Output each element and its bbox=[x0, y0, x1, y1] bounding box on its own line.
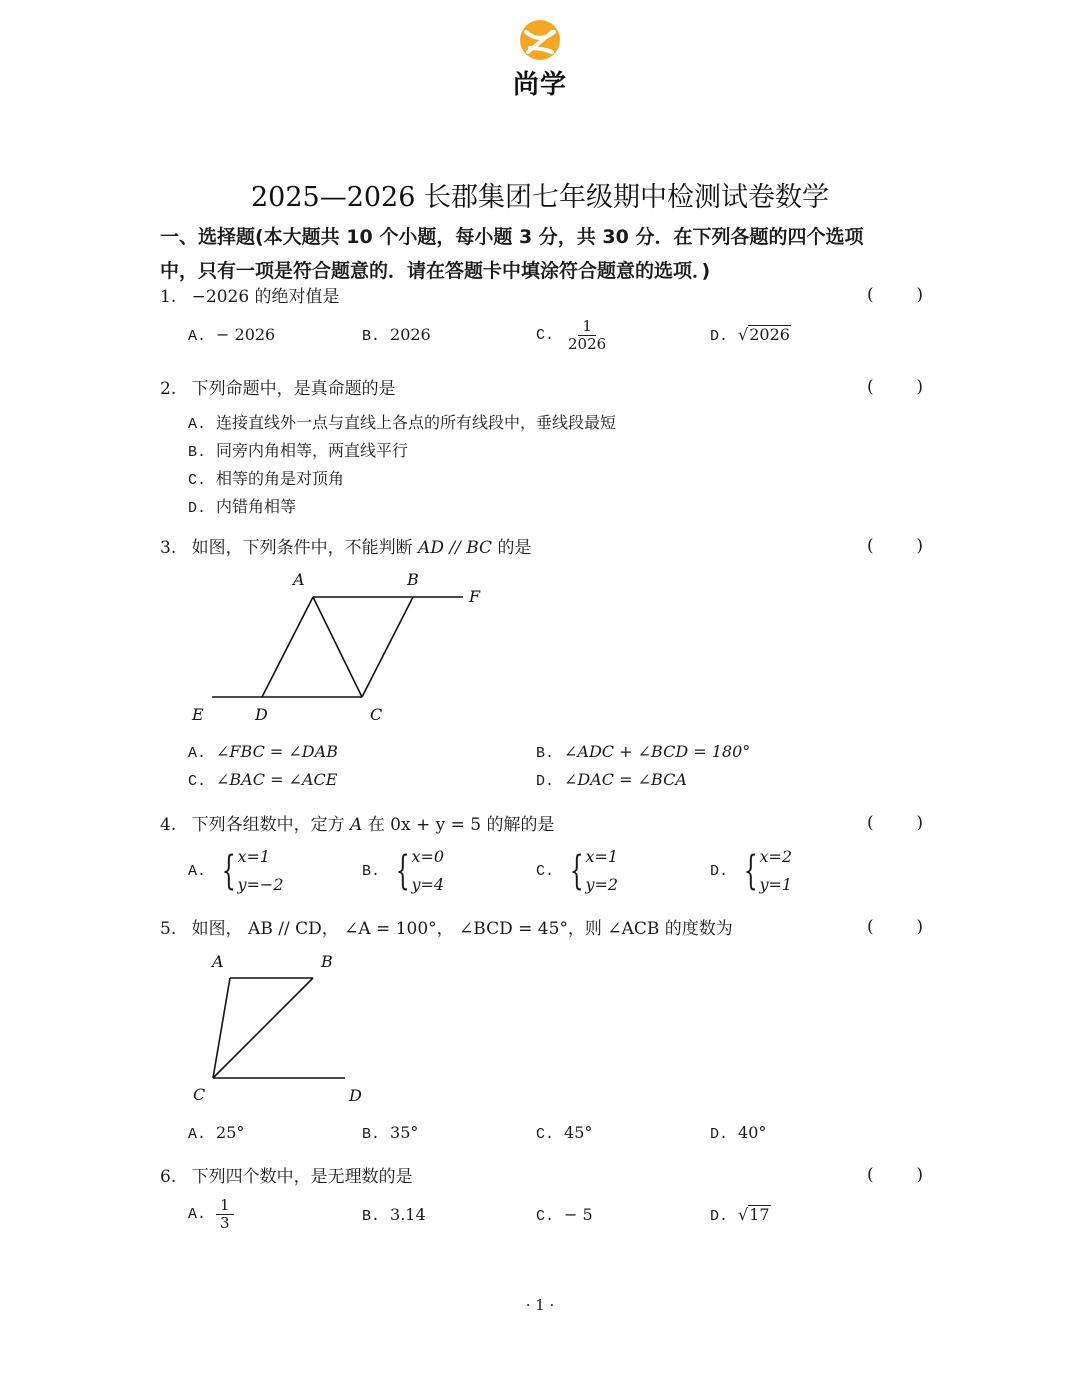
equation-system: { x=1 y=−2 bbox=[221, 847, 284, 894]
point-label-c: C bbox=[193, 1085, 206, 1104]
question-2 bbox=[160, 377, 396, 401]
question-3: 3. 如图，下列条件中，不能判断 AD // BC 的是 bbox=[160, 538, 532, 558]
option-d: D. 40° bbox=[710, 1123, 767, 1143]
equation-system: { x=1 y=2 bbox=[569, 847, 619, 894]
question-6 bbox=[160, 1165, 413, 1189]
option-b: B. 2026 bbox=[362, 325, 431, 345]
option-a: A. 25° bbox=[188, 1123, 245, 1143]
option-d: D. { x=2 y=1 bbox=[710, 843, 792, 899]
section-heading-line1: 一、选择题(本大题共 10 个小题，每小题 3 分，共 30 分．在下列各题的四个选项 bbox=[160, 226, 864, 248]
option-d: D. √ 17 bbox=[710, 1205, 770, 1225]
point-label-a: A bbox=[293, 570, 305, 589]
question-number: 5. bbox=[160, 919, 177, 939]
option-c: C. 45° bbox=[536, 1123, 593, 1143]
point-label-f: F bbox=[469, 587, 481, 606]
option-d: D. 内错角相等 bbox=[188, 497, 297, 517]
point-label-a: A bbox=[212, 952, 224, 971]
answer-bracket: ( ) bbox=[867, 285, 923, 305]
point-label-c: C bbox=[370, 705, 383, 724]
option-b: B. 3.14 bbox=[362, 1205, 426, 1225]
square-root: √ 2026 bbox=[738, 325, 790, 344]
answer-bracket: ( ) bbox=[867, 917, 923, 937]
answer-bracket: ( ) bbox=[867, 536, 923, 556]
answer-bracket: ( ) bbox=[867, 377, 923, 397]
point-label-d: D bbox=[349, 1086, 362, 1105]
square-root: √ 17 bbox=[738, 1205, 770, 1224]
logo-text: 尚学 bbox=[512, 70, 567, 100]
question-text: 下列四个数中，是无理数的是 bbox=[191, 1167, 413, 1187]
option-c: C. 相等的角是对顶角 bbox=[188, 469, 345, 489]
question-text: 下列命题中，是真命题的是 bbox=[191, 379, 396, 399]
question-text: 如图， AB // CD， ∠A = 100°， ∠BCD = 45°，则 ∠ACB 的度数为 bbox=[191, 919, 733, 939]
page-title: 2025—2026 长郡集团七年级期中检测试卷数学 bbox=[250, 182, 829, 213]
figure-parallel-lines bbox=[185, 565, 495, 730]
option-b: B. 同旁内角相等，两直线平行 bbox=[188, 441, 409, 461]
question-5 bbox=[160, 917, 733, 941]
question-number: 4. bbox=[160, 815, 177, 835]
fraction: $\frac{1}{3}$ bbox=[216, 1197, 234, 1232]
section-heading-line2: 中，只有一项是符合题意的．请在答题卡中填涂符合题意的选项．) bbox=[160, 260, 711, 282]
option-b: B. ∠ADC + ∠BCD = 180° bbox=[536, 742, 751, 762]
option-a: A. $\frac{1}{3}$ bbox=[188, 1197, 234, 1232]
figure-trapezoid bbox=[185, 948, 375, 1108]
segment-bc bbox=[362, 597, 413, 697]
page-number: · 1 · bbox=[525, 1296, 555, 1314]
option-c: C. { x=1 y=2 bbox=[536, 843, 618, 899]
option-d: D. ∠DAC = ∠BCA bbox=[536, 770, 687, 790]
math-expression: AD // BC bbox=[418, 538, 493, 558]
question-number: 6. bbox=[160, 1167, 177, 1187]
question-number: 3. bbox=[160, 538, 177, 558]
point-label-e: E bbox=[192, 705, 204, 724]
option-b: B. { x=0 y=4 bbox=[362, 843, 444, 899]
option-a: A. ∠FBC = ∠DAB bbox=[188, 742, 338, 762]
option-a: A. − 2026 bbox=[188, 325, 276, 345]
question-text: −2026 的绝对值是 bbox=[191, 287, 340, 307]
question-4: 4. 下列各组数中，定方 A 在 0x + y = 5 的解的是 bbox=[160, 815, 555, 835]
option-a: A. { x=1 y=−2 bbox=[188, 843, 284, 899]
section-heading bbox=[160, 220, 930, 288]
option-c: C. ∠BAC = ∠ACE bbox=[188, 770, 338, 790]
logo-mark-icon bbox=[490, 18, 590, 68]
option-b: B. 35° bbox=[362, 1123, 419, 1143]
segment-ac bbox=[313, 597, 362, 697]
question-number: 2. bbox=[160, 379, 177, 399]
point-label-d: D bbox=[255, 705, 268, 724]
equation-system: { x=0 y=4 bbox=[395, 847, 445, 894]
question-1 bbox=[160, 285, 340, 309]
option-d: D. √ 2026 bbox=[710, 325, 790, 345]
segment-ad bbox=[262, 597, 313, 697]
question-number: 1. bbox=[160, 287, 177, 307]
option-a: A. 连接直线外一点与直线上各点的所有线段中，垂线段最短 bbox=[188, 413, 617, 433]
answer-bracket: ( ) bbox=[867, 1165, 923, 1185]
equation-system: { x=2 y=1 bbox=[743, 847, 793, 894]
point-label-b: B bbox=[407, 570, 419, 589]
math-expression: A bbox=[350, 815, 363, 835]
option-c: C. − 5 bbox=[536, 1205, 593, 1225]
fraction: $\frac{1}{2026}$ bbox=[568, 317, 607, 353]
answer-bracket: ( ) bbox=[867, 813, 923, 833]
point-label-b: B bbox=[321, 952, 333, 971]
brand-logo bbox=[490, 18, 590, 98]
option-c: C. $\frac{1}{2026}$ bbox=[536, 318, 610, 353]
